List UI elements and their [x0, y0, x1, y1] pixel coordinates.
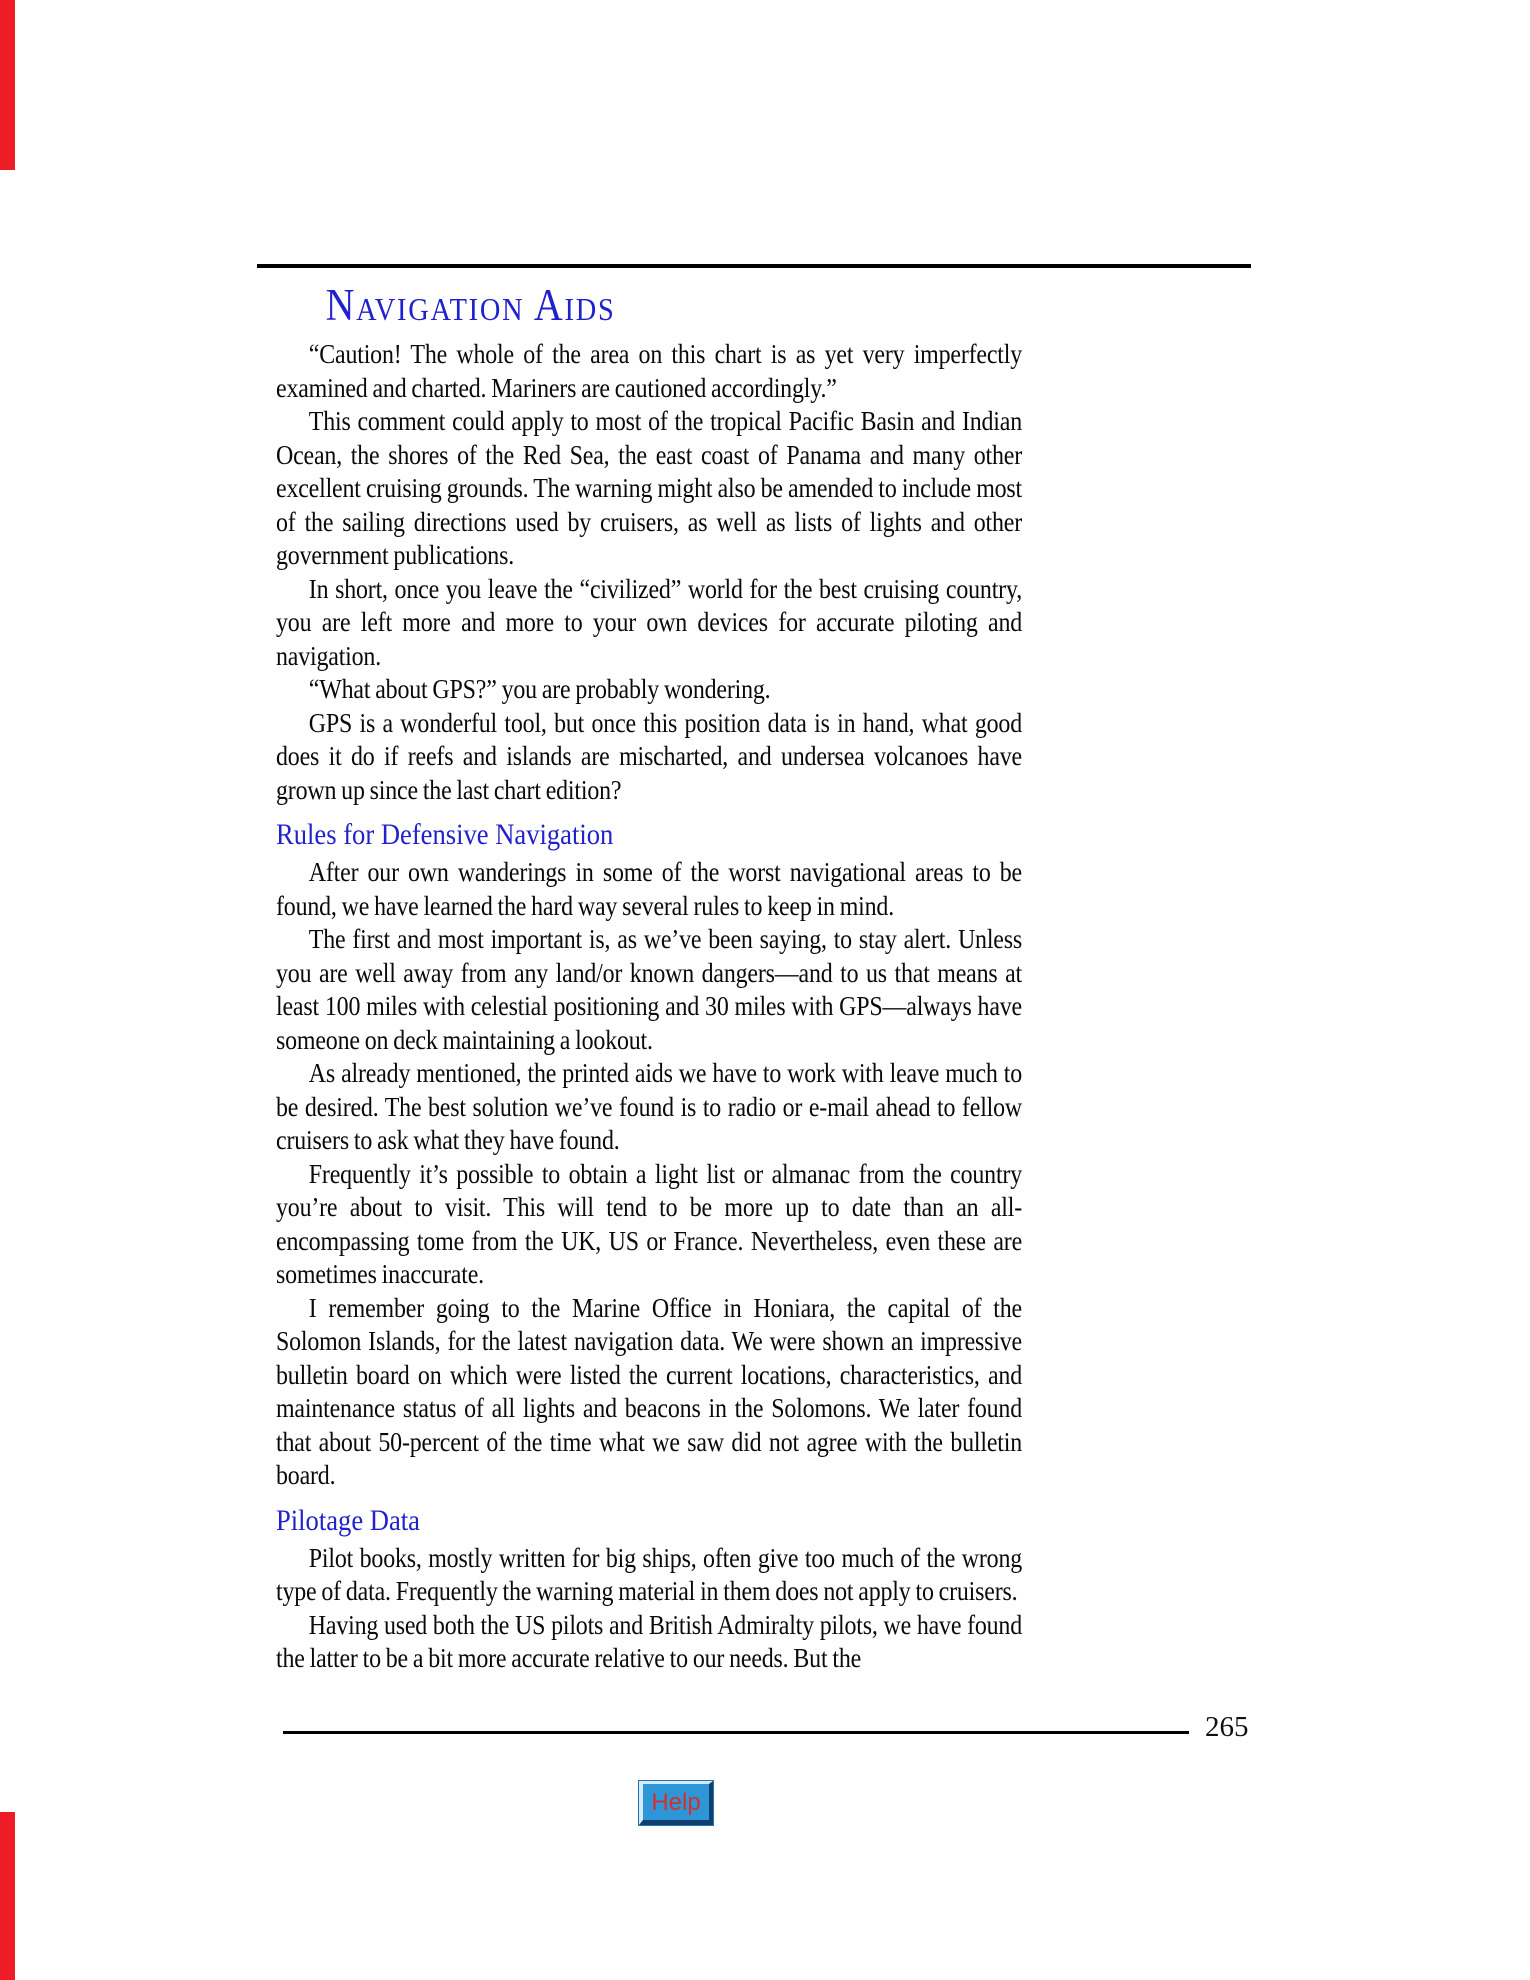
body-paragraph: “Caution! The whole of the area on this chart is as yet very imperfectly examined and charted. Mariners are cautioned accordingly.” — [276, 339, 1023, 403]
top-rule — [257, 264, 1251, 268]
body-paragraph: Having used both the US pilots and British Admiralty pilots, we have found the latter to be a bit more accurate relative to our needs. But the — [276, 1609, 1023, 1673]
body-paragraph: This comment could apply to most of the tropical Pacific Basin and Indian Ocean, the shores of the Red Sea, the east coast of Panama and many other excellent cruising grounds. The warning might also be amended to include most of the sailing directions used by cruisers, as well as lists of lights and other government publications. — [276, 406, 1023, 570]
red-edge-bar-top — [0, 0, 15, 170]
body-paragraph: Pilot books, mostly written for big ships, often give too much of the wrong type of data. Frequently the warning material in them does not apply to cruisers. — [276, 1542, 1023, 1606]
bottom-rule — [283, 1731, 1189, 1734]
body-text — [276, 338, 1022, 1676]
page-number: 265 — [1205, 1711, 1249, 1743]
body-paragraph: After our own wanderings in some of the worst navigational areas to be found, we have learned the hard way several rules to keep in mind. — [276, 857, 1023, 921]
page-content — [276, 282, 1022, 1676]
body-paragraph: In short, once you leave the “civilized” world for the best cruising country, you are left more and more to your own devices for accurate piloting and navigation. — [276, 573, 1023, 671]
body-paragraph: I remember going to the Marine Office in Honiara, the capital of the Solomon Islands, for the latest navigation data. We were shown an impressive bulletin board on which were listed the current locations, characteristics, and maintenance status of all lights and beacons in the Solomons. We later found that about 50-percent of the time what we saw did not agree with the bulletin board. — [276, 1292, 1023, 1490]
body-paragraph: “What about GPS?” you are probably wondering. — [308, 674, 771, 704]
body-paragraph: As already mentioned, the printed aids we have to work with leave much to be desired. The best solution we’ve found is to radio or e-mail ahead to fellow cruisers to ask what they have found. — [276, 1058, 1023, 1155]
section-heading: Pilotage Data — [276, 1503, 420, 1537]
help-button[interactable]: Help — [639, 1781, 713, 1825]
body-paragraph: The first and most important is, as we’ve been saying, to stay alert. Unless you are well away from any land/or known dangers—and to us that means at least 100 miles with celestial positioning and 30 miles with GPS—always have someone on deck maintaining a lookout. — [276, 924, 1023, 1055]
body-paragraph: Frequently it’s possible to obtain a light list or almanac from the country you’re about to visit. This will tend to be more up to date than an all-encompassing tome from the UK, US or France. Nevertheless, even these are sometimes inaccurate. — [276, 1158, 1023, 1289]
page-title: Navigation Aids — [325, 280, 616, 330]
red-edge-bar-bottom — [0, 1812, 15, 1980]
section-heading: Rules for Defensive Navigation — [276, 818, 614, 851]
body-paragraph: GPS is a wonderful tool, but once this position data is in hand, what good does it do if reefs and islands are mischarted, and undersea volcanoes have grown up since the last chart edition? — [276, 707, 1023, 805]
